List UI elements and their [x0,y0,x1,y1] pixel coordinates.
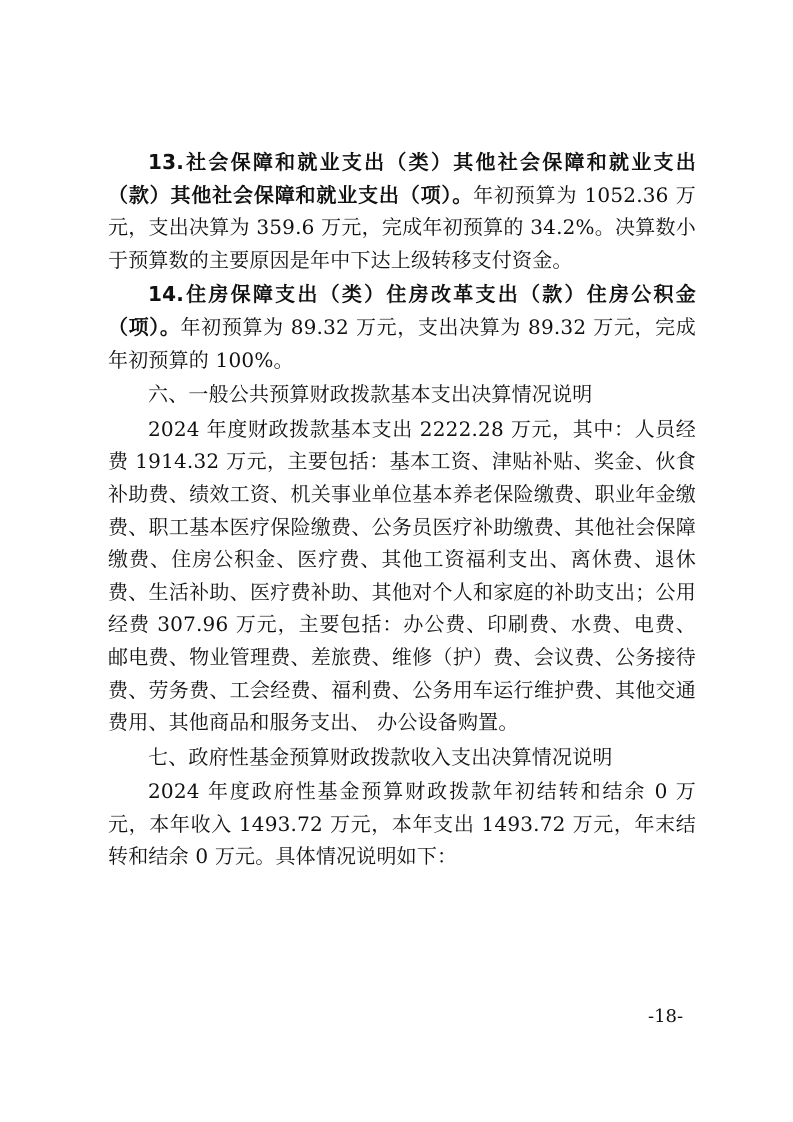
item-14-title: 14.住房保障支出（类）住房改革支出（款）住房公积金（项）。 [108,282,696,339]
item-13-title: 13.社会保障和就业支出（类）其他社会保障和就业支出（款）其他社会保障和就业支出（项）。 [108,150,696,207]
section-7-heading: 七、政府性基金预算财政拨款收入支出决算情况说明 [148,744,613,769]
item-13-body: 年初预算为 1052.36 万元，支出决算为 359.6 万元，完成年初预算的 34.2%。决算数小于预算数的主要原因是年中下达上级转移支付资金。 [108,182,697,272]
item-14-body: 年初预算为 89.32 万元，支出决算为 89.32 万元，完成年初预算的 100%。 [108,314,696,372]
item-13-paragraph [108,146,696,276]
item-14-paragraph [108,278,696,376]
section-6-body: 2024 年度财政拨款基本支出 2222.28 万元，其中：人员经费 1914.32 万元，主要包括：基本工资、津贴补贴、奖金、伙食补助费、绩效工资、机关事业单位基本养老保险缴费、职业年金缴费、职工基本医疗保险缴费、公务员医疗补助缴费、其他社会保障缴费、住房公积金、医疗费、其他工资福利支出、离休费、退休费、生活补助、医疗费补助、其他对个人和家庭的补助支出；公用经费 307.96 万元，主要包括：办公费、印刷费、水费、电费、邮电费、物业管理费、差旅费、维修（护）费、会议费、公务接待费、劳务费、工会经费、福利费、公务用车运行维护费、其他交通费用、其他商品和服务支出、 办公设备购置。 [108,416,696,735]
section-7-body: 2024 年度政府性基金预算财政拨款年初结转和结余 0 万元，本年收入 1493.72 万元，本年支出 1493.72 万元，年末结转和结余 0 万元。具体情况说明如下： [108,779,696,869]
page-number: -18- [648,1006,684,1027]
document-page [108,146,696,873]
section-6-heading: 六、一般公共预算财政拨款基本支出决算情况说明 [148,382,593,407]
